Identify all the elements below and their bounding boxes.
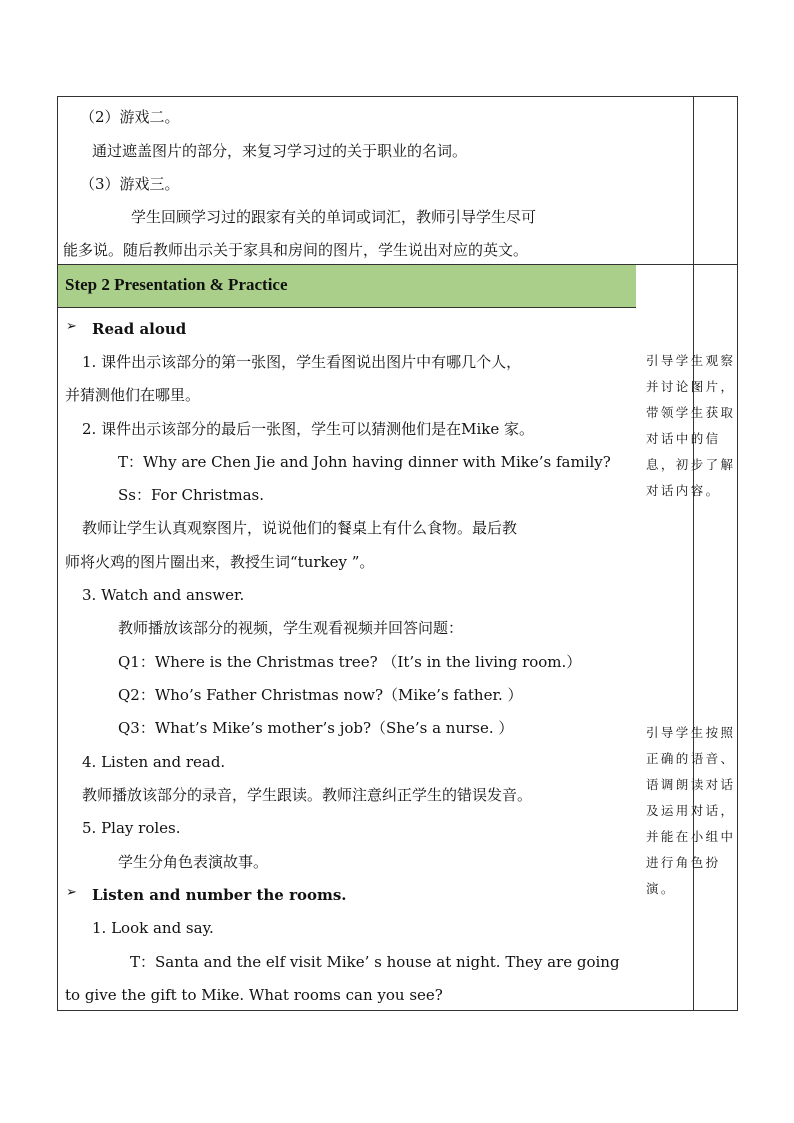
continuation-line: 通过遮盖图片的部分，来复习学习过的关于职业的名词。 <box>92 142 468 160</box>
listen-number-line: 1. Look and say. <box>92 919 214 937</box>
lesson-table <box>57 96 738 1011</box>
read-aloud-line: 3. Watch and answer. <box>82 586 245 604</box>
read-aloud-heading: Read aloud <box>92 320 187 338</box>
read-aloud-line: 4. Listen and read. <box>82 753 226 771</box>
listen-number-heading: Listen and number the rooms. <box>92 886 347 904</box>
teaching-note-1: 引导学生观察并讨论图片，带领学生获取对话中的信息，初步了解对话内容。 <box>646 353 736 498</box>
read-aloud-line: 并猜测他们在哪里。 <box>65 386 201 404</box>
read-aloud-line: 师将火鸡的图片圈出来，教授生词“turkey ”。 <box>65 553 375 571</box>
teaching-note-2: 引导学生按照正确的语音、语调朗读对话及运用对话，并能在小组中进行角色扮演。 <box>646 725 736 896</box>
question-line: Q1：Where is the Christmas tree? （It’s in the living room.） <box>118 653 582 671</box>
continuation-line: （2）游戏二。 <box>80 108 180 126</box>
listen-number-line: T：Santa and the elf visit Mike’ s house at night. They are going <box>130 953 620 971</box>
arrow-bullet-icon: ➢ <box>66 885 77 900</box>
continuation-line: 能多说。随后教师出示关于家具和房间的图片，学生说出对应的英文。 <box>63 241 529 259</box>
read-aloud-line: 5. Play roles. <box>82 819 181 837</box>
dialogue-line: Ss：For Christmas. <box>118 486 264 504</box>
read-aloud-line: 学生分角色表演故事。 <box>118 853 269 871</box>
step2-title: Step 2 Presentation & Practice <box>65 275 288 294</box>
dialogue-line: T：Why are Chen Jie and John having dinner with Mike’s family? <box>118 453 611 471</box>
step2-header <box>58 265 636 307</box>
question-line: Q2：Who’s Father Christmas now?（Mike’s father. ） <box>118 686 523 704</box>
question-line: Q3：What’s Mike’s mother’s job?（She’s a nurse. ） <box>118 719 514 737</box>
step-header-bottom-border <box>58 307 636 308</box>
read-aloud-line: 教师播放该部分的视频，学生观看视频并回答问题： <box>118 619 464 637</box>
read-aloud-line: 1. 课件出示该部分的第一张图，学生看图说出图片中有哪几个人， <box>82 353 522 371</box>
arrow-bullet-icon: ➢ <box>66 319 77 334</box>
read-aloud-line: 教师播放该部分的录音，学生跟读。教师注意纠正学生的错误发音。 <box>82 786 533 804</box>
read-aloud-line: 2. 课件出示该部分的最后一张图，学生可以猜测他们是在Mike 家。 <box>82 420 534 438</box>
continuation-line: （3）游戏三。 <box>80 175 180 193</box>
read-aloud-line: 教师让学生认真观察图片，说说他们的餐桌上有什么食物。最后教 <box>82 519 518 537</box>
listen-number-line: to give the gift to Mike. What rooms can you see? <box>65 986 443 1004</box>
continuation-line: 学生回顾学习过的跟家有关的单词或词汇，教师引导学生尽可 <box>131 208 537 226</box>
